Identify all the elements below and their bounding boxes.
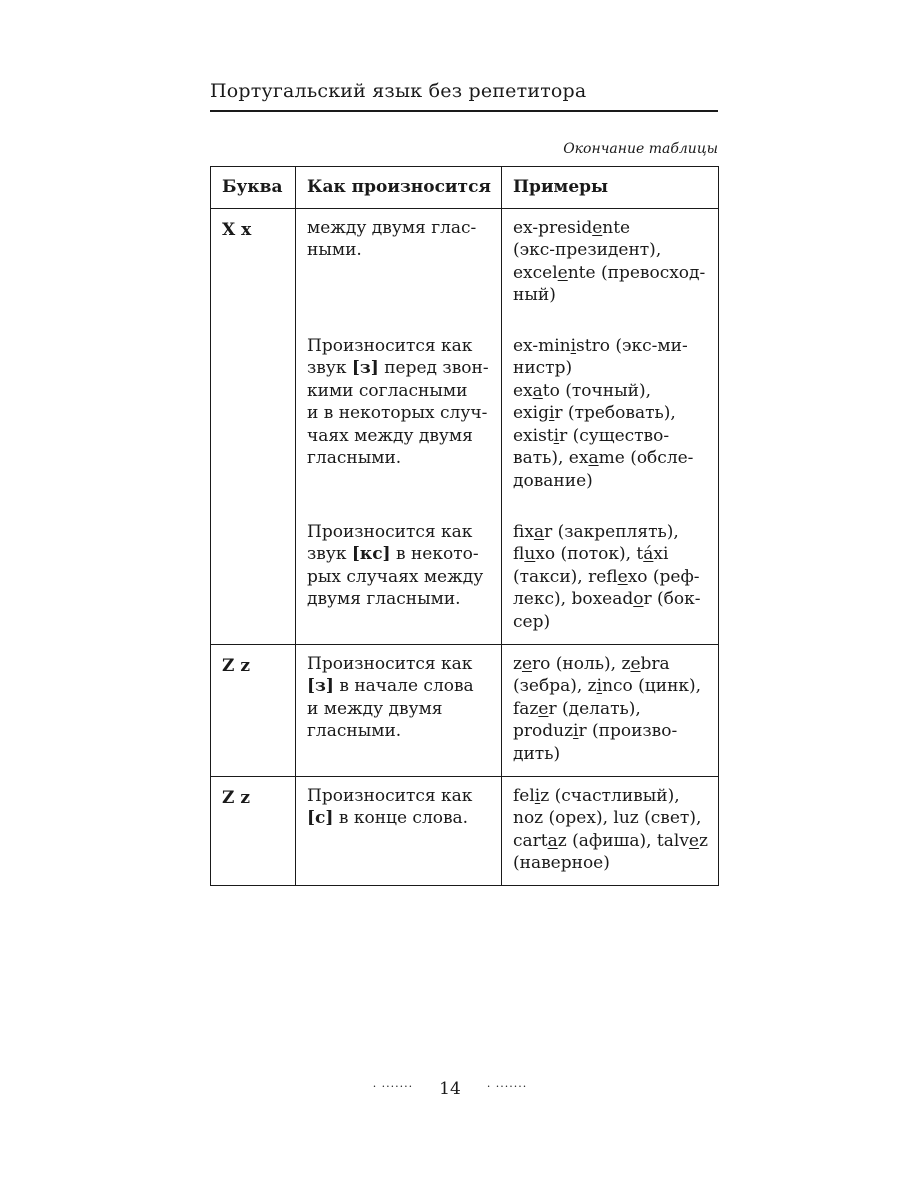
running-header: Португальский язык без репетитора xyxy=(210,80,718,112)
pronunciation-line: кими согласными xyxy=(307,380,468,401)
pronunciation-line: двумя гласными. xyxy=(307,589,461,609)
stressed-vowel: e xyxy=(688,830,699,851)
pronunciation-line: [с] в конце слова. xyxy=(307,808,469,828)
column-header-examples: Примеры xyxy=(502,167,719,209)
examples-block xyxy=(513,785,708,875)
examples-cell xyxy=(502,208,719,644)
stressed-vowel: a xyxy=(547,830,558,851)
pronunciation-line: и в некоторых случ- xyxy=(307,403,488,423)
letter-cell: Z z xyxy=(211,776,296,885)
pronunciation-cell xyxy=(296,644,502,776)
stressed-vowel: i xyxy=(596,676,603,696)
pronunciation-line: ными. xyxy=(307,240,362,260)
example-line: ex-presidente xyxy=(513,217,631,238)
pronunciation-block xyxy=(307,785,491,875)
examples-cell xyxy=(502,644,719,776)
stressed-vowel: e xyxy=(521,653,533,674)
stressed-vowel: i xyxy=(553,425,560,446)
pronunciation-block xyxy=(307,521,491,634)
example-line: noz (орех), luz (свет), xyxy=(513,808,702,828)
example-line: (наверное) xyxy=(513,853,610,873)
example-line: нистр) xyxy=(513,358,573,378)
stressed-vowel: e xyxy=(538,698,549,719)
example-line: дить) xyxy=(513,743,561,764)
phonetic-sound: [кс] xyxy=(351,544,391,564)
example-line: exato (точный), xyxy=(513,380,652,401)
pronunciation-line: гласными. xyxy=(307,721,402,741)
example-line: ex-ministro (экс-ми- xyxy=(513,335,688,356)
table-row xyxy=(211,776,719,885)
column-header-letter: Буква xyxy=(211,167,296,209)
examples-block xyxy=(513,521,708,634)
table-row xyxy=(211,644,719,776)
example-line: ный) xyxy=(513,285,556,305)
example-line: сер) xyxy=(513,611,551,632)
pronunciation-block xyxy=(307,653,491,766)
phonetic-sound: [з] xyxy=(307,676,334,696)
example-line: лекс), boxeador (бок- xyxy=(513,589,701,609)
letter-cell: X x xyxy=(211,208,296,644)
pronunciation-line: гласными. xyxy=(307,448,402,468)
example-line: feliz (счастливый), xyxy=(513,785,680,806)
stressed-vowel: á xyxy=(643,544,654,564)
example-line: дование) xyxy=(513,470,593,491)
example-line: (экс-президент), xyxy=(513,240,662,260)
pronunciation-line: чаях между двумя xyxy=(307,425,473,446)
example-line: zero (ноль), zebra xyxy=(513,653,670,674)
pronunciation-block xyxy=(307,335,491,493)
pronunciation-cell xyxy=(296,208,502,644)
example-line: fluxo (поток), táxi xyxy=(513,544,669,564)
table-caption: Окончание таблицы xyxy=(563,141,718,157)
table-header-row xyxy=(211,167,719,209)
examples-block xyxy=(513,335,708,493)
example-line: existir (существо- xyxy=(513,425,670,446)
pronunciation-line: Произносится как xyxy=(307,653,473,674)
examples-block xyxy=(513,217,708,307)
phonetic-sound: [с] xyxy=(307,808,334,828)
pronunciation-line: Произносится как xyxy=(307,335,473,356)
stressed-vowel: i xyxy=(573,721,579,741)
stressed-vowel: i xyxy=(548,403,555,423)
phonetic-sound: [з] xyxy=(351,358,379,378)
pronunciation-cell xyxy=(296,776,502,885)
pronunciation-line: и между двумя xyxy=(307,698,443,719)
example-line: fixar (закреплять), xyxy=(513,521,679,542)
table-row xyxy=(211,208,719,644)
stressed-vowel: a xyxy=(588,448,599,468)
pronunciation-line: между двумя глас- xyxy=(307,217,477,238)
stressed-vowel: u xyxy=(524,544,536,564)
example-line: вать), exame (обсле- xyxy=(513,448,694,468)
example-line: excelente (превосход- xyxy=(513,262,706,283)
pronunciation-line: Произносится как xyxy=(307,521,473,542)
page-number: 14 xyxy=(439,1079,461,1099)
stressed-vowel: a xyxy=(532,380,543,401)
example-line: fazer (делать), xyxy=(513,698,641,719)
footer-ornament-right: · ······· xyxy=(486,1080,528,1093)
pronunciation-line: Произносится как xyxy=(307,785,473,806)
pronunciation-line: [з] в начале слова xyxy=(307,676,474,696)
pronunciation-line: рых случаях между xyxy=(307,566,484,587)
pronunciation-line: звук [кс] в некото- xyxy=(307,544,479,564)
stressed-vowel: a xyxy=(533,521,545,542)
pronunciation-line: звук [з] перед звон- xyxy=(307,358,489,378)
stressed-vowel: e xyxy=(557,262,568,283)
pronunciation-block xyxy=(307,217,491,307)
column-header-pronunciation: Как произносится xyxy=(296,167,502,209)
example-line: (зебра), zinco (цинк), xyxy=(513,676,702,696)
letter-cell: Z z xyxy=(211,644,296,776)
stressed-vowel: e xyxy=(592,217,603,238)
example-line: produzir (произво- xyxy=(513,721,678,741)
page-footer xyxy=(0,1079,900,1099)
example-line: exigir (требовать), xyxy=(513,403,676,423)
example-line: cartaz (афиша), talvez xyxy=(513,830,708,851)
stressed-vowel: e xyxy=(617,566,628,587)
stressed-vowel: i xyxy=(570,335,577,356)
examples-cell xyxy=(502,776,719,885)
examples-block xyxy=(513,653,708,766)
footer-ornament-left: · ······· xyxy=(372,1080,414,1093)
example-line: (такси), reflexo (реф- xyxy=(513,566,700,587)
pronunciation-table xyxy=(210,166,719,886)
stressed-vowel: i xyxy=(534,785,541,806)
table-body xyxy=(211,208,719,885)
stressed-vowel: e xyxy=(630,653,641,674)
stressed-vowel: o xyxy=(633,589,644,609)
